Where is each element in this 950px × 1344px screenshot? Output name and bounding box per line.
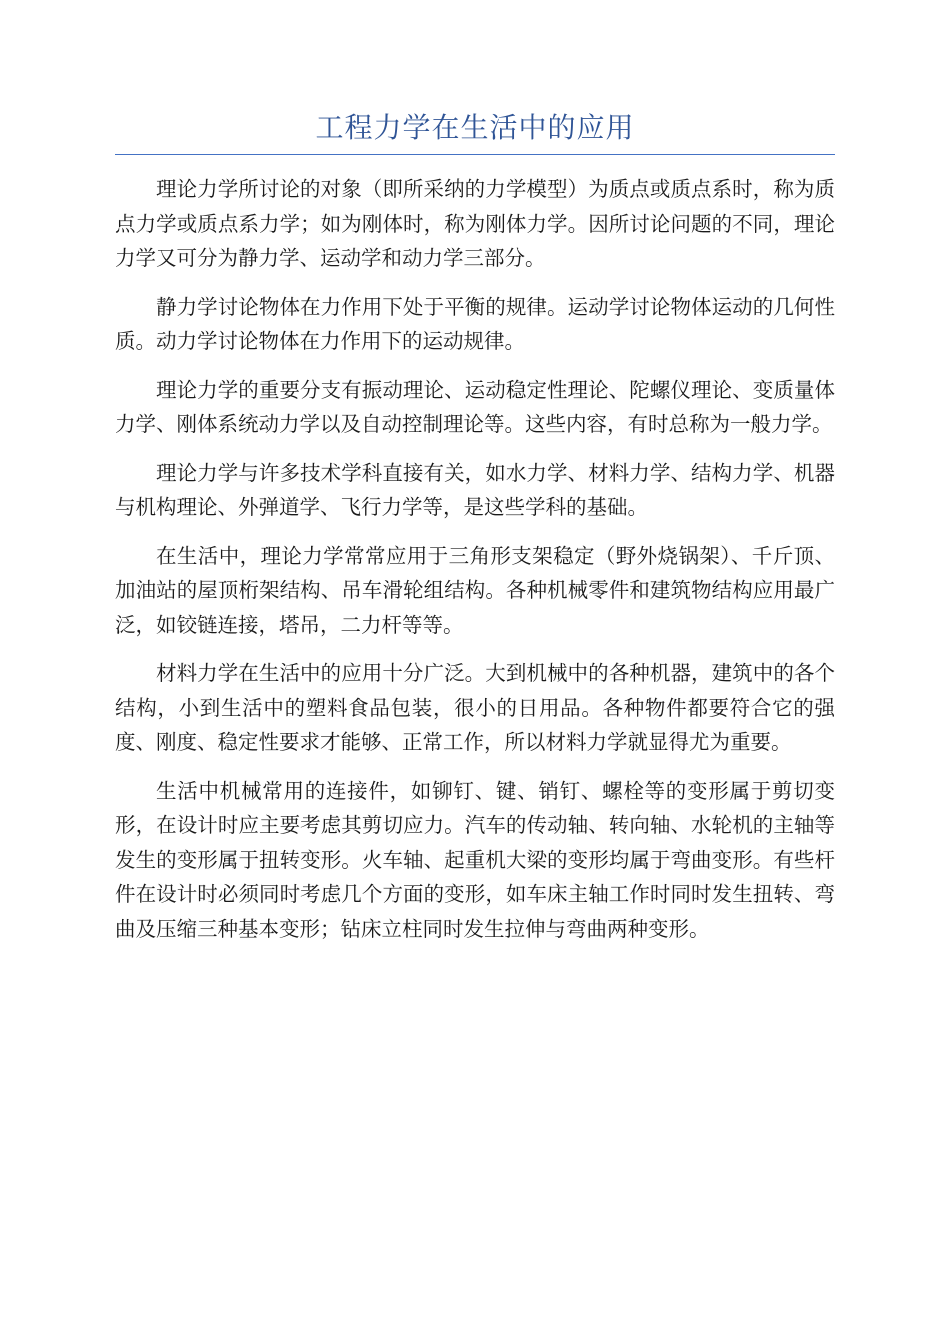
paragraph-7: 生活中机械常用的连接件，如铆钉、键、销钉、螺栓等的变形属于剪切变形，在设计时应主要考虑其剪切应力。汽车的传动轴、转向轴、水轮机的主轴等发生的变形属于扭转变形。火车轴、起重机大梁的变形均属于弯曲变形。有些杆件在设计时必须同时考虑几个方面的变形，如车床主轴工作时同时发生扭转、弯曲及压缩三种基本变形；钻床立柱同时发生拉伸与弯曲两种变形。: [115, 778, 835, 941]
page-title: 工程力学在生活中的应用: [315, 111, 635, 144]
paragraph-4: 理论力学与许多技术学科直接有关，如水力学、材料力学、结构力学、机器与机构理论、外弹道学、飞行力学等，是这些学科的基础。: [115, 460, 835, 519]
paragraph-3: 理论力学的重要分支有振动理论、运动稳定性理论、陀螺仪理论、变质量体力学、刚体系统动力学以及自动控制理论等。这些内容，有时总称为一般力学。: [115, 377, 835, 436]
paragraph-2: 静力学讨论物体在力作用下处于平衡的规律。运动学讨论物体运动的几何性质。动力学讨论物体在力作用下的运动规律。: [115, 294, 835, 353]
paragraph-5: 在生活中，理论力学常常应用于三角形支架稳定（野外烧锅架）、千斤顶、加油站的屋顶桁架结构、吊车滑轮组结构。各种机械零件和建筑物结构应用最广泛，如铰链连接，塔吊，二力杆等等。: [115, 543, 835, 637]
paragraph-1: 理论力学所讨论的对象（即所采纳的力学模型）为质点或质点系时，称为质点力学或质点系力学；如为刚体时，称为刚体力学。因所讨论问题的不同，理论力学又可分为静力学、运动学和动力学三部分。: [115, 177, 835, 270]
paragraph-6: 材料力学在生活中的应用十分广泛。大到机械中的各种机器，建筑中的各个结构，小到生活中的塑料食品包装，很小的日用品。各种物件都要符合它的强度、刚度、稳定性要求才能够、正常工作，所以材料力学就显得尤为重要。: [115, 661, 835, 754]
title-underline: [115, 154, 835, 155]
document-body: [115, 172, 835, 960]
